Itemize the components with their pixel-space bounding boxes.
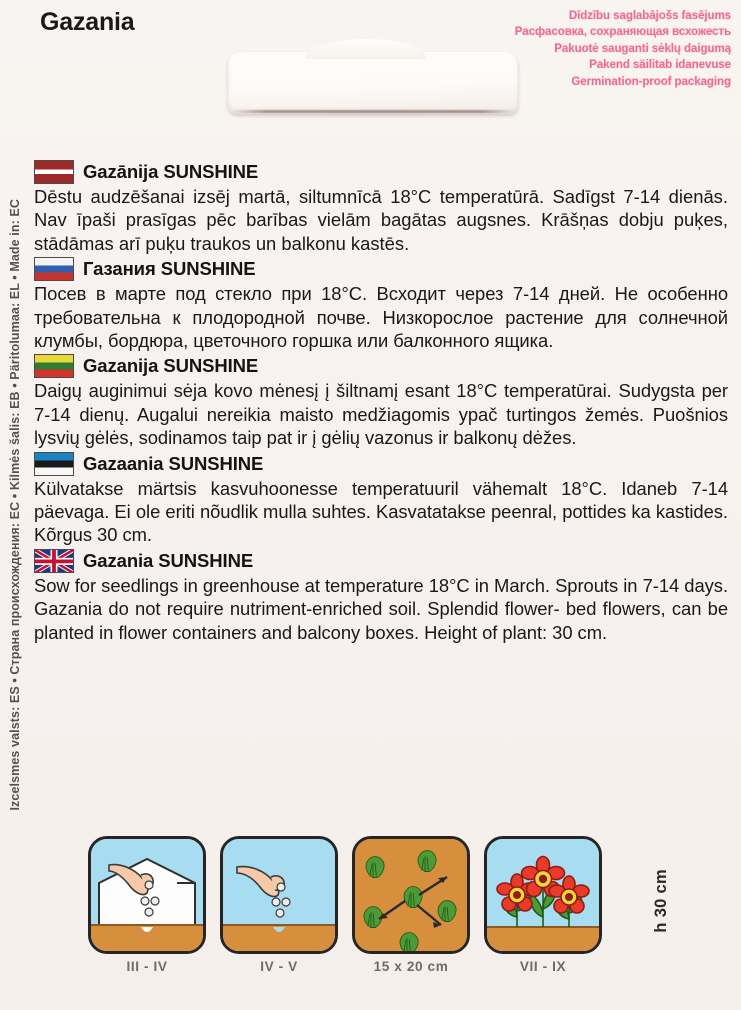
uk-flag-icon	[34, 549, 74, 573]
instruction-block-latvian	[34, 160, 728, 255]
plant-height-label	[652, 845, 671, 957]
seed-sachet-photo	[228, 52, 518, 114]
instruction-text-english: Sow for seedlings in greenhouse at temperature 18°C in March. Sprouts in 7-14 days. Gazania do not require nutriment-enriched soil. Splendid flower- bed flowers, can be planted in flower containers and balcony boxes. Height of plant: 30 cm.	[34, 574, 728, 643]
germination-claim-lt: Pakuotė sauganti sėklų daigumą	[554, 41, 731, 55]
pictogram-sow-outdoors	[220, 836, 338, 974]
pictogram-caption-sowing-months: III - IV	[126, 959, 168, 974]
plant-spacing-icon	[352, 836, 470, 954]
origin-country-text: Izcelsmes valsts: ES • Страна происхождения: ЕС • Kilmės šalis: EB • Päritolumaa: EL • Made in: EC	[8, 199, 22, 811]
instruction-block-estonian	[34, 452, 728, 547]
pictogram-caption-flowering-months: VII - IX	[519, 959, 567, 974]
instructions-sections	[34, 160, 728, 646]
germination-claim-ru: Расфасовка, сохраняющая всхожесть	[514, 25, 731, 39]
germination-claims	[515, 8, 731, 90]
germination-claim-en: Germination-proof packaging	[571, 74, 731, 88]
germination-claim-lv: Dīdzību saglabājošs fasējums	[568, 9, 731, 22]
latvia-flag-icon	[34, 160, 74, 184]
packet-header	[0, 0, 741, 150]
origin-country-strip	[0, 0, 30, 1010]
seed-sachet-seam	[232, 110, 514, 113]
pictogram-flowering	[484, 836, 602, 974]
plant-name-english: Gazania SUNSHINE	[83, 549, 254, 571]
page-title: Gazania	[40, 8, 135, 36]
pictogram-plant-spacing	[352, 836, 470, 974]
instruction-text-russian: Посев в марте под стекло при 18°C. Всходит через 7-14 дней. Не особенно требовательна к плодородной почве. Низкорослое растение для солнечной клумбы, бордюра, цветочного горшка или балконного ящика.	[34, 283, 728, 352]
instruction-heading-english	[34, 549, 728, 573]
instruction-text-estonian: Külvatakse märtsis kasvuhoonesse temperatuuril vähemalt 18°C. Idaneb 7-14 päevaga. Ei ole eriti nõudlik mulla suhtes. Kasvatatakse peenral, pottides ka kastides. Kõrgus 30 cm.	[34, 477, 728, 546]
germination-claim-et: Pakend säilitab idanevuse	[589, 58, 731, 72]
plant-name-estonian: Gazaania SUNSHINE	[83, 452, 264, 474]
instruction-heading-estonian	[34, 452, 728, 476]
sow-in-greenhouse-icon	[88, 836, 206, 954]
pictogram-caption-spacing: 15 x 20 cm	[373, 959, 449, 974]
instruction-block-russian	[34, 257, 728, 352]
pictogram-row	[88, 836, 648, 974]
pictogram-sow-in-greenhouse	[88, 836, 206, 974]
plant-name-latvian: Gazānija SUNSHINE	[83, 161, 259, 182]
instruction-heading-russian	[34, 257, 728, 281]
sow-outdoors-icon	[220, 836, 338, 954]
instruction-heading-latvian	[34, 160, 728, 184]
estonia-flag-icon	[34, 452, 74, 476]
pictogram-caption-outdoor-months: IV - V	[260, 959, 298, 974]
instruction-text-latvian: Dēstu audzēšanai izsēj martā, siltumnīcā 18°C temperatūrā. Sadīgst 7-14 dienās. Nav īpaši prasīgas pēc barības vielām bagātas augsnes. Krāšņas dobju puķes, stādāmas arī puķu traukos un balkonu kastēs.	[34, 186, 728, 254]
instruction-text-lithuanian: Daigų auginimui sėja kovo mėnesį į šiltnamį esant 18°C temperatūrai. Sudygsta per 7-14 dienų. Augalui nereikia maisto medžiagomis ypač turtingos žemės. Puošnios lysvių gėlės, sodinamos taip pat ir į gėlių vazonus ir balkonų dėžes.	[34, 380, 728, 449]
plant-height-text: h 30 cm	[652, 869, 670, 933]
instruction-block-english	[34, 549, 728, 644]
russia-flag-icon	[34, 257, 74, 281]
plant-name-russian: Газания SUNSHINE	[83, 258, 256, 280]
instruction-block-lithuanian	[34, 354, 728, 449]
plant-name-lithuanian: Gazanija SUNSHINE	[83, 355, 259, 377]
flowering-period-icon	[484, 836, 602, 954]
lithuania-flag-icon	[34, 354, 74, 378]
instruction-heading-lithuanian	[34, 354, 728, 378]
